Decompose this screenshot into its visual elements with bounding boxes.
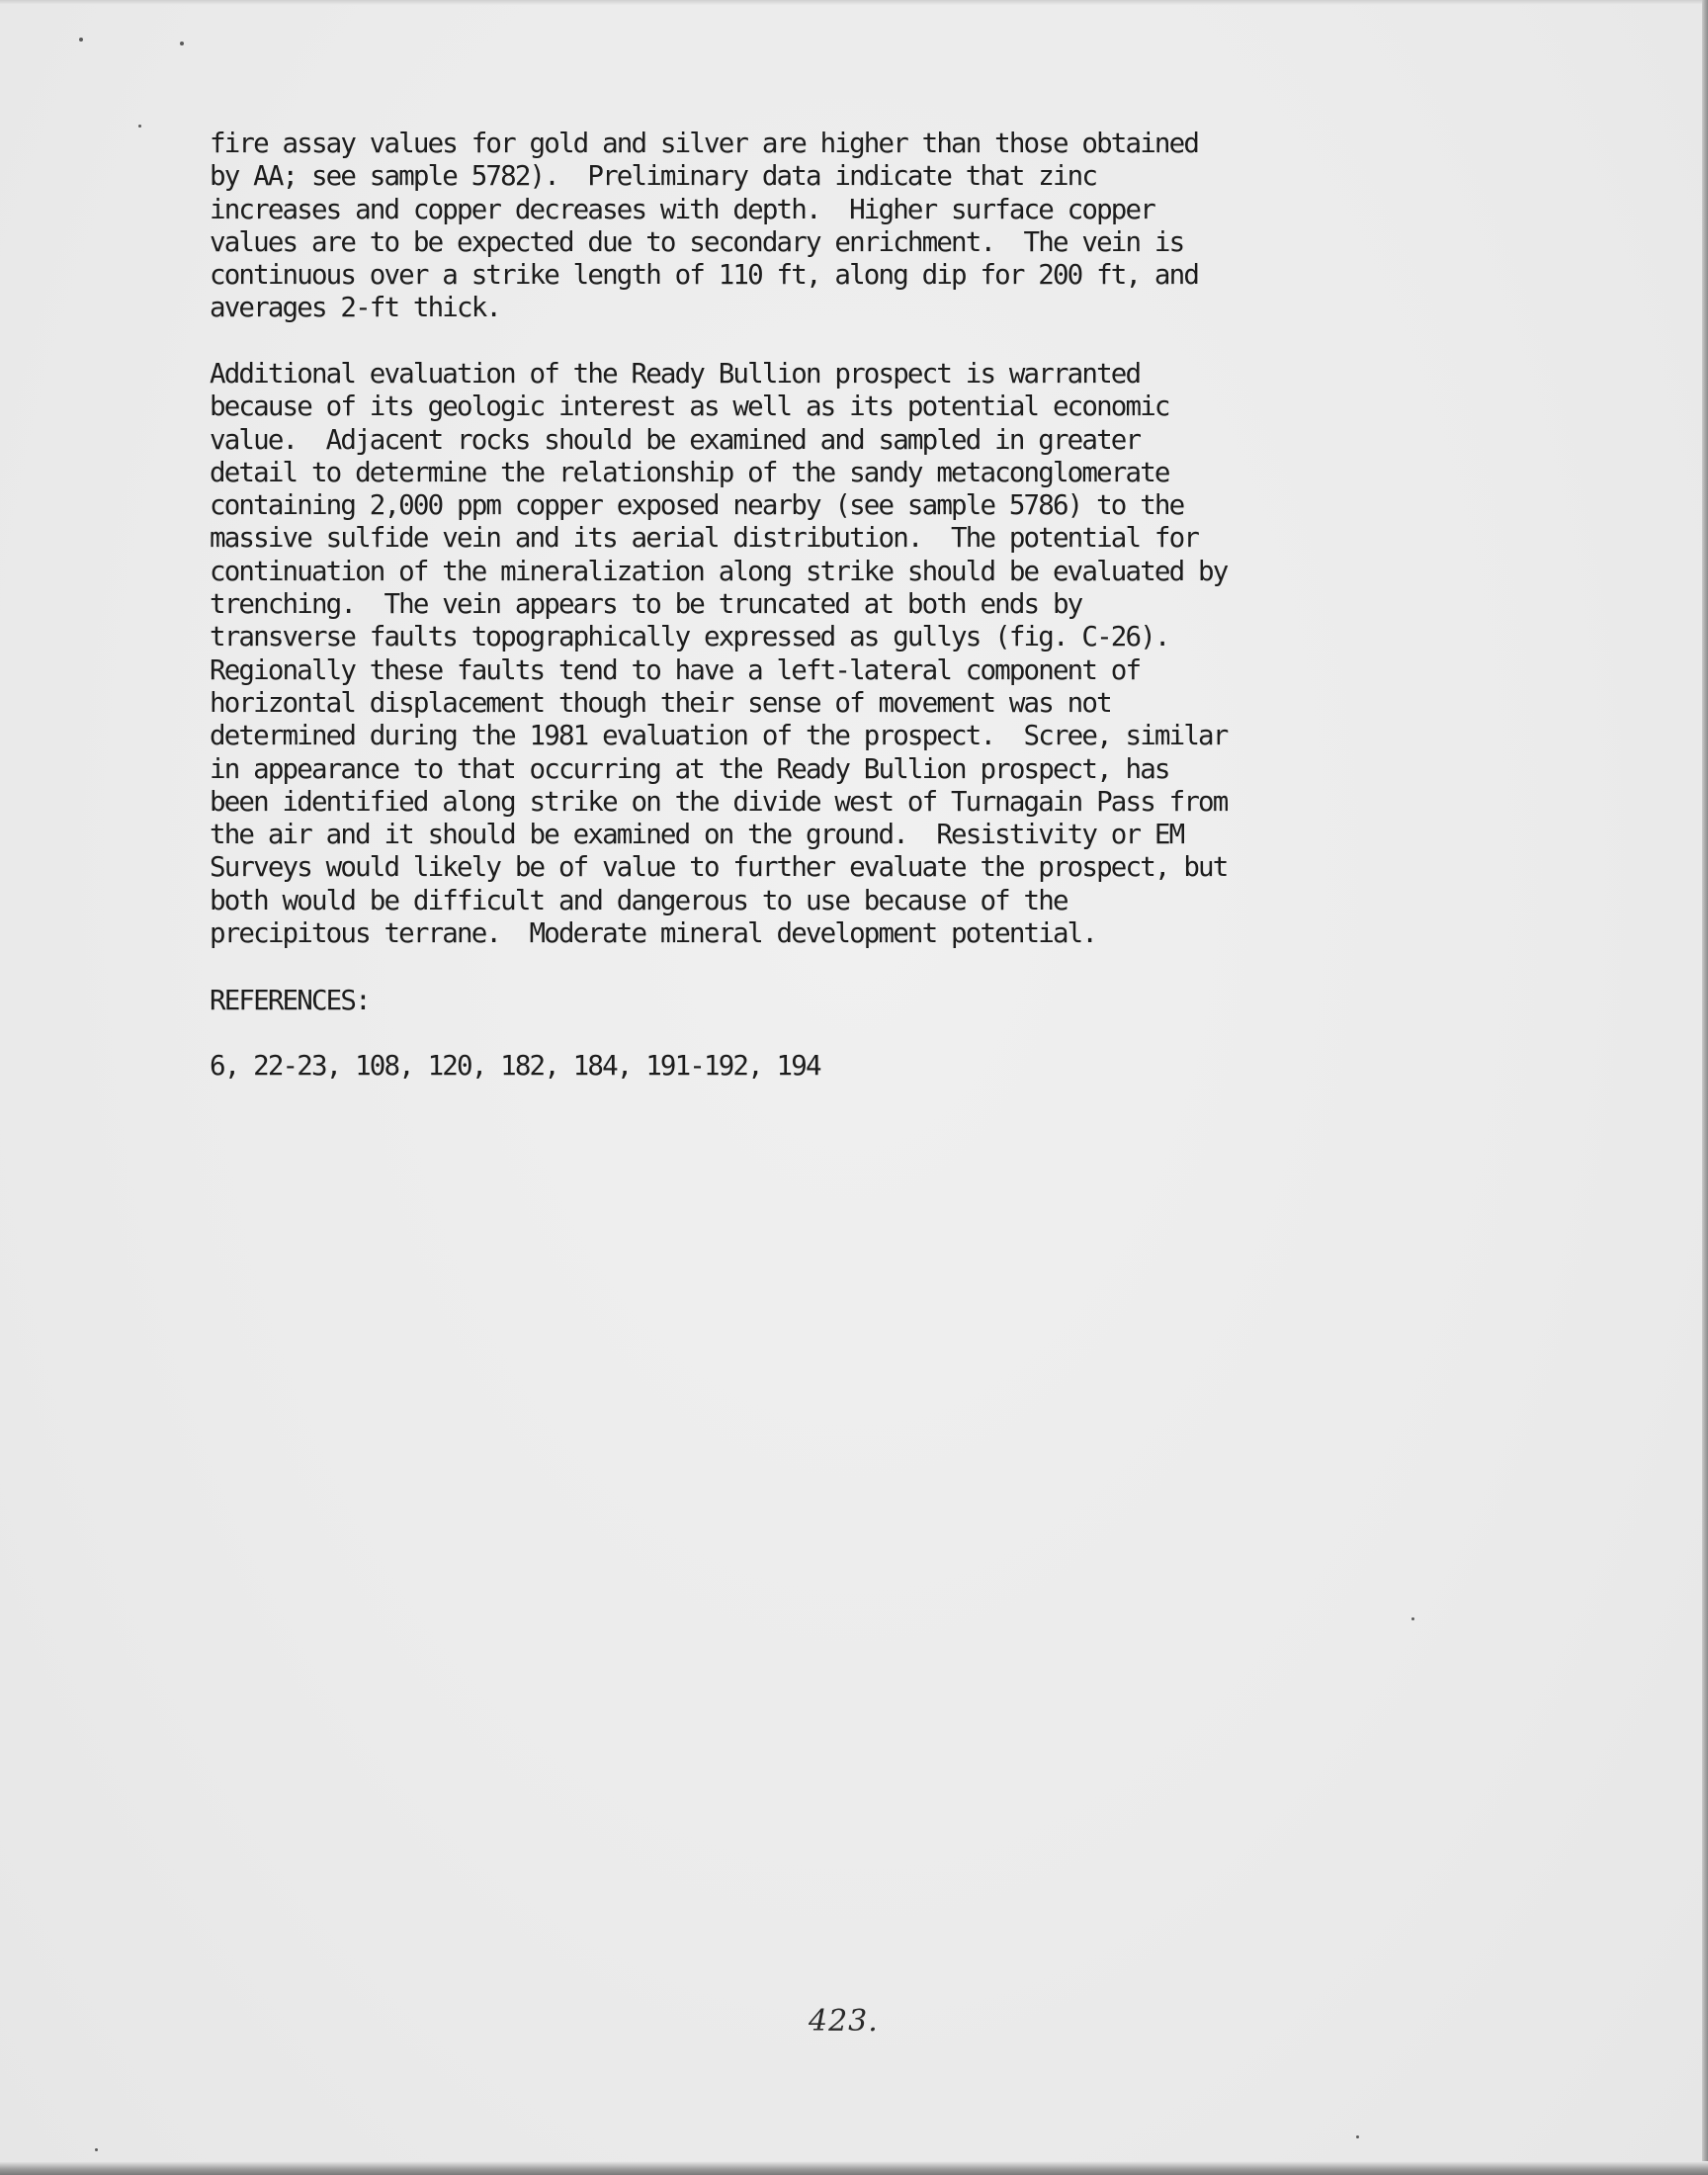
scan-speck <box>1356 2135 1359 2138</box>
page-number: 423. <box>809 2004 879 2039</box>
body-paragraph-2: Additional evaluation of the Ready Bullion prospect is warranted because of its geologic interest as well as its potential economic value. Adjacent rocks should be examined and sampled in greater detail to determine the relationship of the sandy metaconglomerate containing 2,000 ppm copper exposed nearby (see sample 5786) to the massive sulfide vein and its aerial distribution. The potential for continuation of the mineralization along strike should be evaluated by trenching. The vein appears to be truncated at both ends by transverse faults topographically expressed as gullys (fig. C-26). Regionally these faults tend to have a left-lateral component of horizontal displacement though their sense of movement was not determined during the 1981 evaluation of the prospect. Scree, similar in appearance to that occurring at the Ready Bullion prospect, has been identified along strike on the divide west of Turnagain Pass from the air and it should be examined on the ground. Resistivity or EM Surveys would likely be of value to further evaluate the prospect, but both would be difficult and dangerous to use because of the precipitous terrane. Moderate mineral development potential. <box>210 358 1228 950</box>
scan-speck <box>1411 1617 1414 1620</box>
references-list: 6, 22-23, 108, 120, 182, 184, 191-192, 194 <box>210 1050 820 1082</box>
scan-speck <box>95 2148 98 2151</box>
references-heading: REFERENCES: <box>210 985 370 1016</box>
scan-edge-top <box>0 0 1708 5</box>
scan-speck <box>138 125 141 128</box>
body-paragraph-1: fire assay values for gold and silver are higher than those obtained by AA; see sample 5782). Preliminary data indicate that zinc increases and copper decreases with depth. Higher surface copper values are to be expected due to secondary enrichment. The vein is continuous over a strike length of 110 ft, along dip for 200 ft, and averages 2-ft thick. <box>210 128 1199 324</box>
scan-edge-right <box>1702 0 1708 2175</box>
scan-speck <box>180 42 184 45</box>
scan-edge-bottom <box>0 2161 1708 2175</box>
scan-speck <box>79 38 83 42</box>
